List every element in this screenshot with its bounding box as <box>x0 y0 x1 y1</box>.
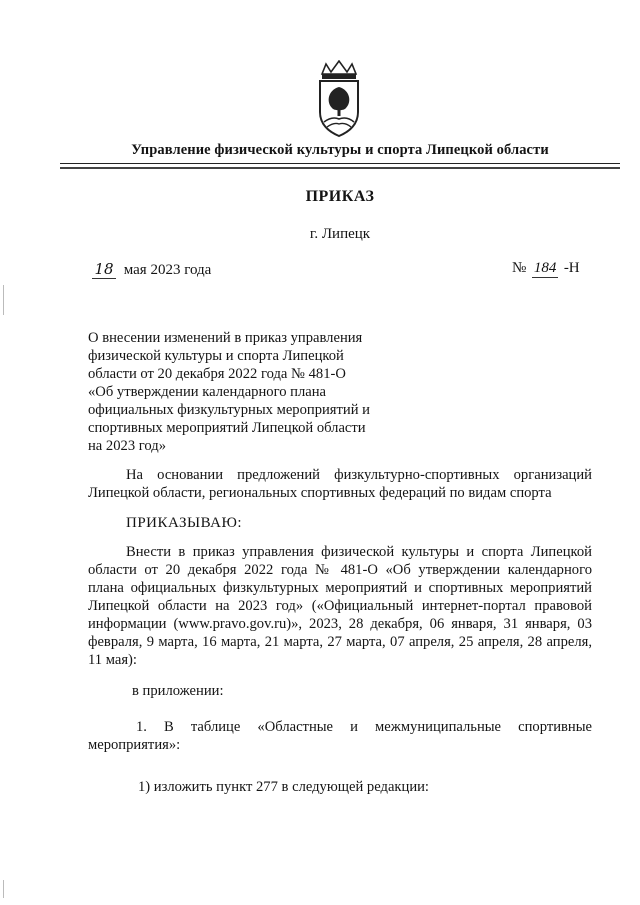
paragraph-line: мероприятия»: <box>88 737 181 753</box>
order-directive: ПРИКАЗЫВАЮ: <box>126 515 243 531</box>
document-title: ПРИКАЗ <box>305 188 375 205</box>
date-day-handwritten: 18 <box>92 260 116 279</box>
subpoint-1: 1) изложить пункт 277 в следующей редакции: <box>138 779 429 795</box>
paragraph-line: 1. В таблице «Областные и межмуниципальные спортивные <box>136 719 592 735</box>
scan-edge-mark <box>3 880 4 898</box>
paragraph-line: Липецкой области, региональных спортивных федераций по видам спорта <box>88 485 552 501</box>
subject-line: физической культуры и спорта Липецкой <box>88 348 344 364</box>
number-handwritten: 184 <box>533 260 557 276</box>
document-date <box>92 260 211 279</box>
paragraph-line: области от 20 декабря 2022 года № 481-О «Об утверждении календарного <box>88 562 592 578</box>
date-month-year: мая 2023 года <box>123 262 212 278</box>
document-number <box>512 260 580 278</box>
scan-edge-mark <box>3 285 4 315</box>
paragraph-line: Липецкой области на 2023 год» («Официальный интернет-портал правовой <box>88 598 592 614</box>
basis-paragraph <box>88 466 592 502</box>
city-line: г. Липецк <box>309 226 371 242</box>
header-divider-thick <box>60 167 620 169</box>
number-prefix: № <box>512 260 527 276</box>
point-1-paragraph <box>88 718 592 754</box>
subject-line: «Об утверждении календарного плана <box>88 384 327 400</box>
paragraph-line: плана официальных физкультурных мероприятий и спортивных мероприятий <box>88 580 592 596</box>
header-divider <box>60 163 620 164</box>
subject-line: спортивных мероприятий Липецкой области <box>88 420 366 436</box>
order-subject <box>88 329 398 455</box>
paragraph-line: информации (www.pravo.gov.ru)», 2023, 28 декабря, 06 января, 31 января, 03 <box>88 616 592 632</box>
subject-line: области от 20 декабря 2022 года № 481-О <box>88 366 346 382</box>
lipetsk-coat-of-arms-icon <box>314 60 364 138</box>
paragraph-line: На основании предложений физкультурно-спортивных организаций <box>126 467 592 483</box>
subject-line: О внесении изменений в приказ управления <box>88 330 363 346</box>
in-appendix-line: в приложении: <box>132 683 224 699</box>
paragraph-line: февраля, 9 марта, 16 марта, 21 марта, 27 марта, 07 апреля, 25 апреля, 28 апреля, <box>88 634 592 650</box>
paragraph-line: 11 мая): <box>88 652 137 668</box>
amendment-paragraph <box>88 543 592 669</box>
paragraph-line: Внести в приказ управления физической культуры и спорта Липецкой <box>126 544 592 560</box>
subject-line: официальных физкультурных мероприятий и <box>88 402 370 418</box>
subject-line: на 2023 год» <box>88 438 166 454</box>
organization-name: Управление физической культуры и спорта Липецкой области <box>131 142 549 158</box>
number-suffix: -Н <box>563 260 580 276</box>
